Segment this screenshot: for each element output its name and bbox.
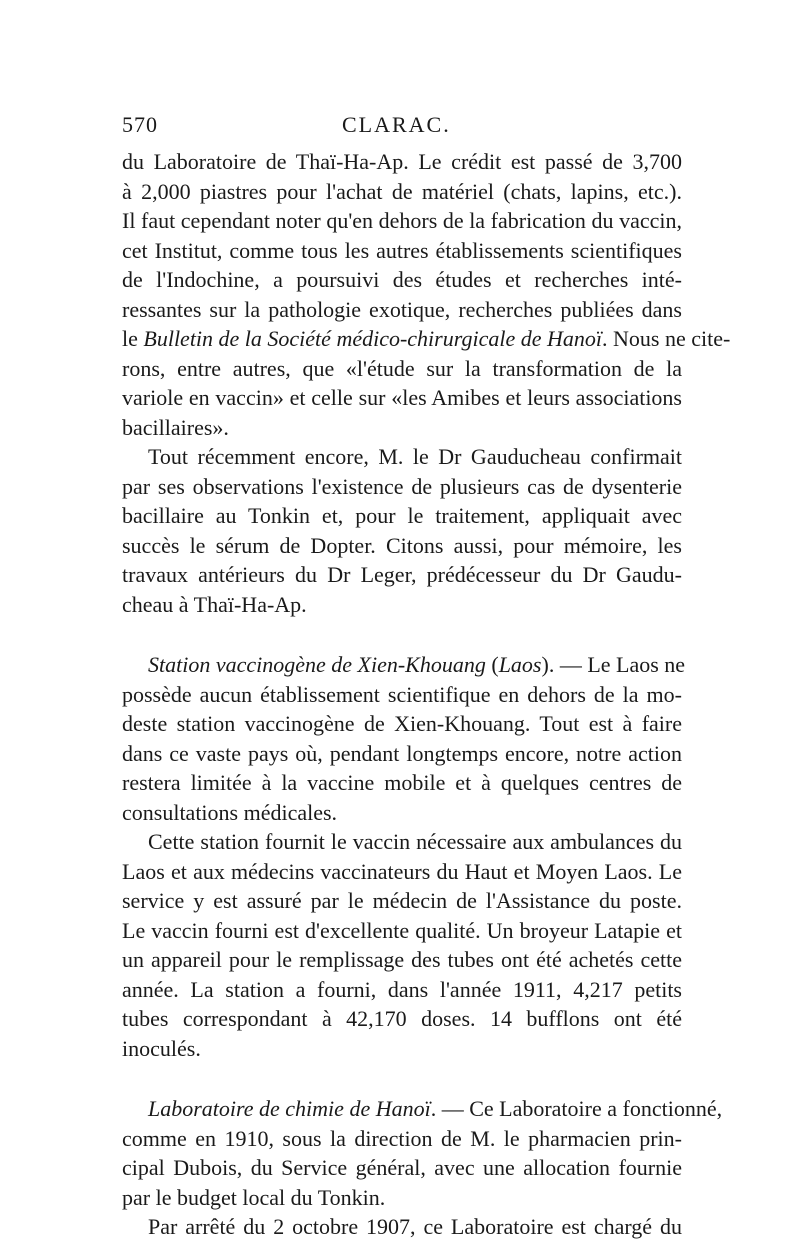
text-line: possède aucun établissement scientifique en dehors de la mo-	[122, 681, 682, 707]
text-line: bacillaire au Tonkin et, pour le traitement, appliquait avec	[122, 503, 682, 528]
text-line: cheau à Thaï-Ha-Ap.	[122, 591, 307, 617]
text-line: Tout récemment encore, M. le Dr Gauducheau confirmait	[148, 444, 682, 469]
text-line: par ses observations l'existence de plusieurs cas de dysenterie	[122, 473, 682, 499]
text-line: travaux antérieurs du Dr Leger, prédécesseur du Dr Gaudu-	[122, 562, 682, 587]
text-line: par le budget local du Tonkin.	[122, 1184, 386, 1210]
text-line: Le vaccin fourni est d'excellente qualité. Un broyeur Latapie et	[122, 917, 682, 943]
text-line: ressantes sur la pathologie exotique, recherches publiées dans	[122, 296, 682, 322]
section-gap	[122, 619, 682, 650]
text-line: Par arrêté du 2 octobre 1907, ce Laboratoire est chargé du	[148, 1214, 682, 1239]
text-line: année. La station a fourni, dans l'année 1911, 4,217 petits	[122, 976, 682, 1002]
text-line: succès le sérum de Dopter. Citons aussi, pour mémoire, les	[122, 532, 682, 558]
text-line: du Laboratoire de Thaï-Ha-Ap. Le crédit est passé de 3,700	[122, 149, 682, 174]
text-line: Il faut cependant noter qu'en dehors de la fabrication du vaccin,	[122, 208, 682, 233]
text-line: deste station vaccinogène de Xien-Khouang. Tout est à faire	[122, 711, 682, 736]
section-gap	[122, 1063, 682, 1094]
text-line: bacillaires».	[122, 414, 229, 440]
text-fragment: le	[122, 326, 144, 351]
body-text	[122, 147, 731, 1242]
text-line: cipal Dubois, du Service général, avec une allocation fournie	[122, 1155, 682, 1180]
text-fragment: . Nous ne cite-	[602, 326, 731, 351]
text-line: cet Institut, comme tous les autres établissements scientifiques	[122, 237, 682, 263]
text-line: dans ce vaste pays où, pendant longtemps encore, notre action	[122, 740, 682, 766]
text-line: rons, entre autres, que «l'étude sur la transformation de la	[122, 355, 682, 381]
text-line: Laos et aux médecins vaccinateurs du Haut et Moyen Laos. Le	[122, 858, 682, 884]
text-line: variole en vaccin» et celle sur «les Amibes et leurs associations	[122, 385, 682, 410]
page-header	[122, 112, 682, 142]
text-line: de l'Indochine, a poursuivi des études et recherches inté-	[122, 267, 682, 292]
text-line: tubes correspondant à 42,170 doses. 14 bufflons ont été	[122, 1006, 682, 1031]
section-heading: Laboratoire de chimie de Hanoï	[148, 1096, 431, 1121]
page-number: 570	[122, 112, 158, 137]
text-line: Cette station fournit le vaccin nécessaire aux ambulances du	[148, 829, 682, 854]
text-line: service y est assuré par le médecin de l'Assistance du poste.	[122, 888, 682, 913]
text-fragment: . — Le Laos ne	[548, 652, 686, 677]
text-line: consultations médicales.	[122, 799, 338, 825]
section-heading-line	[122, 1094, 723, 1124]
running-head: CLARAC.	[342, 112, 451, 137]
text-line: à 2,000 piastres pour l'achat de matériel (chats, lapins, etc.).	[122, 178, 682, 204]
text-line	[122, 324, 731, 354]
section-heading-region: Laos	[498, 652, 542, 677]
text-line: restera limitée à la vaccine mobile et à quelques centres de	[122, 770, 682, 795]
text-line: inoculés.	[122, 1035, 201, 1061]
text-line: un appareil pour le remplissage des tubes ont été achetés cette	[122, 947, 682, 972]
text-line: comme en 1910, sous la direction de M. le pharmacien prin-	[122, 1125, 682, 1151]
section-heading: Station vaccinogène de Xien-Khouang	[148, 652, 486, 677]
journal-title: Bulletin de la Société médico-chirurgicale de Hanoï	[143, 326, 602, 351]
text-fragment: . — Ce Laboratoire a fonctionné,	[430, 1096, 723, 1121]
section-heading-line: Station vaccinogène de Xien-Khouang (Laos). — Le Laos ne	[148, 652, 686, 677]
